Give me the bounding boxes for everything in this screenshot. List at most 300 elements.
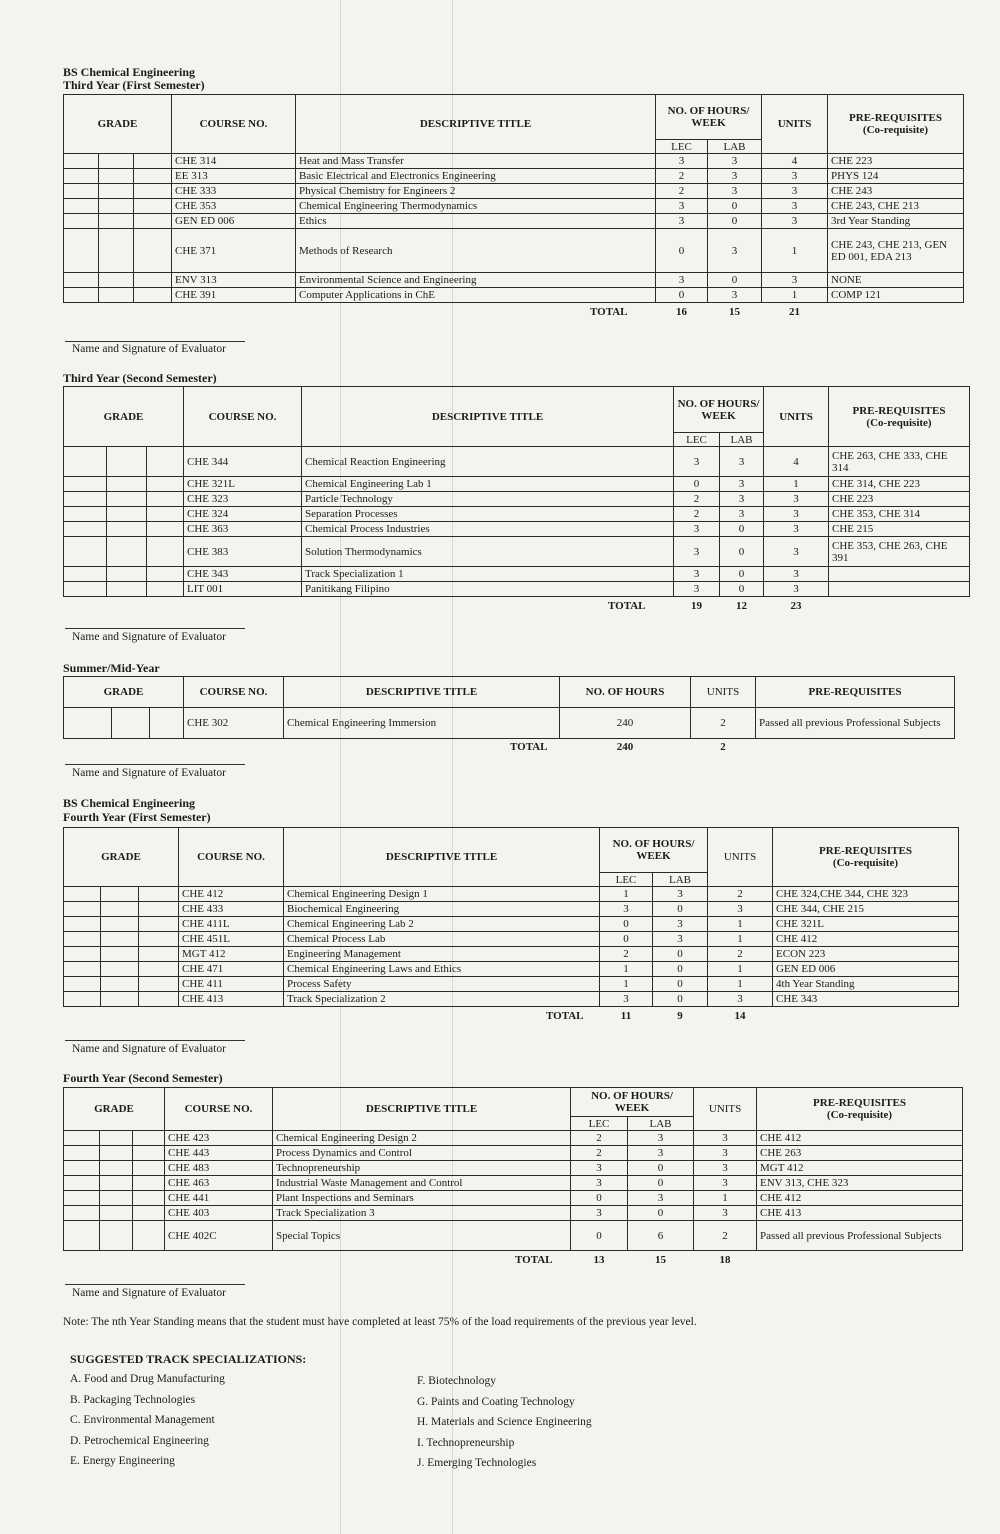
course-units: 3 (764, 582, 829, 597)
course-units: 2 (691, 708, 756, 739)
course-code: CHE 371 (172, 229, 296, 273)
evaluator-signature-label: Name and Signature of Evaluator (72, 1287, 226, 1299)
course-lab: 0 (708, 199, 762, 214)
grade-cell[interactable] (64, 992, 101, 1007)
course-title: Methods of Research (296, 229, 656, 273)
course-code: CHE 451L (179, 932, 284, 947)
grade-cell[interactable] (134, 184, 172, 199)
course-code: CHE 433 (179, 902, 284, 917)
lec-header: LEC (674, 433, 720, 447)
course-title: Chemical Engineering Lab 1 (302, 477, 674, 492)
grade-cell[interactable] (139, 902, 179, 917)
evaluator-signature-label: Name and Signature of Evaluator (72, 767, 226, 779)
course-title: Industrial Waste Management and Control (273, 1176, 571, 1191)
grade-cell[interactable] (134, 229, 172, 273)
standing-note: Note: The nth Year Standing means that the student must have completed at least 75% of the load requirements of the previous year level. (63, 1316, 697, 1328)
units-header: UNITS (708, 828, 773, 887)
course-no-header: COURSE NO. (165, 1088, 273, 1131)
grade-cell[interactable] (133, 1176, 165, 1191)
grade-cell[interactable] (64, 507, 107, 522)
grade-cell[interactable] (134, 199, 172, 214)
course-title: Technopreneurship (273, 1161, 571, 1176)
course-title: Ethics (296, 214, 656, 229)
course-code: CHE 471 (179, 962, 284, 977)
grade-cell[interactable] (99, 288, 134, 303)
grade-cell[interactable] (99, 154, 134, 169)
course-row (64, 273, 964, 288)
course-prereq: COMP 121 (828, 288, 964, 303)
prereq-header: PRE-REQUISITES (756, 677, 955, 708)
course-title: Chemical Engineering Design 2 (273, 1131, 571, 1146)
course-row (64, 1176, 963, 1191)
tracks-list-left (70, 1369, 225, 1472)
grade-cell[interactable] (139, 977, 179, 992)
course-prereq: CHE 343 (773, 992, 959, 1007)
course-no-header: COURSE NO. (184, 387, 302, 447)
course-row (64, 992, 959, 1007)
section-heading: Fourth Year (First Semester) (63, 810, 211, 824)
total-lec: 11 (620, 1009, 632, 1022)
grade-cell[interactable] (100, 1206, 133, 1221)
course-code: CHE 333 (172, 184, 296, 199)
course-row (64, 169, 964, 184)
grade-cell[interactable] (107, 492, 147, 507)
grade-cell[interactable] (64, 288, 99, 303)
course-lec: 0 (600, 932, 653, 947)
grade-cell[interactable] (107, 507, 147, 522)
grade-cell[interactable] (101, 992, 139, 1007)
grade-cell[interactable] (147, 522, 184, 537)
grade-cell[interactable] (147, 507, 184, 522)
grade-cell[interactable] (133, 1221, 165, 1251)
grade-cell[interactable] (64, 273, 99, 288)
course-units: 1 (764, 477, 829, 492)
grade-cell[interactable] (147, 582, 184, 597)
course-prereq: CHE 314, CHE 223 (829, 477, 970, 492)
grade-cell[interactable] (64, 932, 101, 947)
grade-header: GRADE (64, 387, 184, 447)
course-title: Particle Technology (302, 492, 674, 507)
grade-cell[interactable] (134, 273, 172, 288)
grade-cell[interactable] (139, 932, 179, 947)
course-prereq: CHE 215 (829, 522, 970, 537)
grade-cell[interactable] (112, 708, 150, 739)
grade-cell[interactable] (64, 477, 107, 492)
grade-cell[interactable] (147, 447, 184, 477)
course-lec: 3 (571, 1161, 628, 1176)
course-prereq: CHE 243, CHE 213, GEN ED 001, EDA 213 (828, 229, 964, 273)
section-heading: Third Year (First Semester) (63, 78, 205, 92)
grade-cell[interactable] (134, 169, 172, 184)
course-code: CHE 314 (172, 154, 296, 169)
title-header: DESCRIPTIVE TITLE (284, 828, 600, 887)
course-table (63, 1087, 963, 1269)
course-lab: 6 (628, 1221, 694, 1251)
grade-cell[interactable] (99, 214, 134, 229)
course-units: 3 (694, 1206, 757, 1221)
grade-cell[interactable] (107, 537, 147, 567)
grade-cell[interactable] (139, 962, 179, 977)
grade-cell[interactable] (64, 567, 107, 582)
total-label: TOTAL (546, 1009, 584, 1022)
total-lec: 16 (676, 305, 687, 318)
units-header: UNITS (694, 1088, 757, 1131)
grade-cell[interactable] (64, 169, 99, 184)
course-title: Track Specialization 2 (284, 992, 600, 1007)
course-units: 3 (708, 902, 773, 917)
course-units: 3 (694, 1161, 757, 1176)
total-label: TOTAL (590, 305, 628, 318)
course-prereq: CHE 353, CHE 263, CHE 391 (829, 537, 970, 567)
grade-cell[interactable] (64, 492, 107, 507)
grade-cell[interactable] (147, 567, 184, 582)
course-lec: 0 (656, 288, 708, 303)
course-units: 1 (694, 1191, 757, 1206)
course-units: 3 (762, 169, 828, 184)
grade-cell[interactable] (64, 977, 101, 992)
course-title: Environmental Science and Engineering (296, 273, 656, 288)
grade-cell[interactable] (134, 288, 172, 303)
course-units: 3 (764, 492, 829, 507)
course-code: CHE 411 (179, 977, 284, 992)
track-item: J. Emerging Technologies (417, 1457, 537, 1469)
course-lab: 3 (708, 154, 762, 169)
tracks-heading: SUGGESTED TRACK SPECIALIZATIONS: (70, 1352, 307, 1366)
course-lec: 1 (600, 962, 653, 977)
course-row (64, 492, 970, 507)
course-units: 2 (708, 947, 773, 962)
course-prereq: CHE 344, CHE 215 (773, 902, 959, 917)
course-title: Chemical Process Lab (284, 932, 600, 947)
grade-cell[interactable] (99, 273, 134, 288)
grade-cell[interactable] (64, 522, 107, 537)
grade-cell[interactable] (100, 1131, 133, 1146)
track-item: H. Materials and Science Engineering (417, 1416, 592, 1428)
grade-cell[interactable] (99, 199, 134, 214)
lec-header: LEC (600, 873, 653, 887)
course-prereq: ENV 313, CHE 323 (757, 1176, 963, 1191)
course-code: CHE 321L (184, 477, 302, 492)
grade-cell[interactable] (64, 154, 99, 169)
course-lab: 3 (708, 184, 762, 199)
grade-cell[interactable] (64, 902, 101, 917)
grade-cell[interactable] (101, 962, 139, 977)
course-row (64, 154, 964, 169)
no-of-hours-header: NO. OF HOURS (560, 677, 691, 708)
evaluator-signature-label: Name and Signature of Evaluator (72, 343, 226, 355)
course-row (64, 1146, 963, 1161)
course-row (64, 288, 964, 303)
course-lec: 3 (656, 273, 708, 288)
track-item: E. Energy Engineering (70, 1455, 175, 1467)
total-lec: 13 (593, 1253, 605, 1266)
course-prereq: MGT 412 (757, 1161, 963, 1176)
course-code: CHE 323 (184, 492, 302, 507)
course-code: CHE 441 (165, 1191, 273, 1206)
title-header: DESCRIPTIVE TITLE (296, 95, 656, 154)
course-units: 2 (708, 887, 773, 902)
course-units: 3 (764, 522, 829, 537)
course-lec: 0 (674, 477, 720, 492)
course-lab: 3 (708, 169, 762, 184)
grade-header: GRADE (64, 828, 179, 887)
course-code: CHE 344 (184, 447, 302, 477)
grade-cell[interactable] (64, 1146, 100, 1161)
total-lab: 15 (655, 1253, 666, 1266)
course-lab: 3 (628, 1146, 694, 1161)
grade-cell[interactable] (101, 932, 139, 947)
course-prereq: CHE 223 (828, 154, 964, 169)
grade-cell[interactable] (64, 1191, 100, 1206)
course-row (64, 537, 970, 567)
course-row (64, 1191, 963, 1206)
grade-cell[interactable] (134, 214, 172, 229)
lec-header: LEC (571, 1117, 628, 1131)
title-header: DESCRIPTIVE TITLE (302, 387, 674, 447)
course-lab: 0 (653, 962, 708, 977)
evaluator-signature-label: Name and Signature of Evaluator (72, 631, 226, 643)
total-hours: 240 (616, 740, 634, 753)
course-lab: 3 (720, 447, 764, 477)
grade-cell[interactable] (147, 477, 184, 492)
course-code: CHE 413 (179, 992, 284, 1007)
grade-cell[interactable] (64, 1161, 100, 1176)
course-title: Chemical Engineering Lab 2 (284, 917, 600, 932)
course-title: Separation Processes (302, 507, 674, 522)
course-code: CHE 353 (172, 199, 296, 214)
course-no-header: COURSE NO. (184, 677, 284, 708)
course-row (64, 582, 970, 597)
course-row (64, 708, 955, 739)
course-units: 3 (694, 1131, 757, 1146)
grade-cell[interactable] (100, 1146, 133, 1161)
grade-cell[interactable] (64, 537, 107, 567)
grade-cell[interactable] (139, 887, 179, 902)
hours-header: NO. OF HOURS/ WEEK (571, 1088, 694, 1117)
grade-cell[interactable] (64, 1206, 100, 1221)
total-lec: 19 (691, 599, 702, 612)
grade-cell[interactable] (139, 917, 179, 932)
grade-cell[interactable] (64, 962, 101, 977)
course-row (64, 507, 970, 522)
course-lec: 3 (656, 214, 708, 229)
course-lab: 0 (653, 977, 708, 992)
evaluator-signature-label: Name and Signature of Evaluator (72, 1043, 226, 1055)
course-prereq: CHE 412 (773, 932, 959, 947)
grade-cell[interactable] (99, 184, 134, 199)
grade-cell[interactable] (133, 1131, 165, 1146)
course-hours: 240 (560, 708, 691, 739)
course-prereq: ECON 223 (773, 947, 959, 962)
course-prereq: CHE 321L (773, 917, 959, 932)
course-row (64, 229, 964, 273)
grade-cell[interactable] (107, 447, 147, 477)
course-lec: 3 (656, 154, 708, 169)
course-lec: 2 (600, 947, 653, 962)
course-row (64, 932, 959, 947)
course-row (64, 902, 959, 917)
course-lec: 3 (600, 992, 653, 1007)
course-prereq: NONE (828, 273, 964, 288)
course-title: Physical Chemistry for Engineers 2 (296, 184, 656, 199)
course-row (64, 887, 959, 902)
course-lab: 0 (628, 1176, 694, 1191)
grade-cell[interactable] (64, 1176, 100, 1191)
grade-cell[interactable] (101, 917, 139, 932)
course-code: CHE 423 (165, 1131, 273, 1146)
course-lab: 3 (653, 887, 708, 902)
grade-cell[interactable] (64, 199, 99, 214)
grade-cell[interactable] (64, 582, 107, 597)
course-lec: 2 (674, 507, 720, 522)
track-item: B. Packaging Technologies (70, 1393, 196, 1406)
course-units: 4 (762, 154, 828, 169)
grade-cell[interactable] (100, 1191, 133, 1206)
title-header: DESCRIPTIVE TITLE (284, 677, 560, 708)
course-lab: 0 (628, 1161, 694, 1176)
course-lec: 0 (571, 1221, 628, 1251)
course-row (64, 184, 964, 199)
course-units: 1 (762, 229, 828, 273)
course-code: CHE 411L (179, 917, 284, 932)
course-lec: 3 (674, 567, 720, 582)
course-row (64, 477, 970, 492)
grade-cell[interactable] (101, 977, 139, 992)
track-item: F. Biotechnology (417, 1375, 496, 1387)
grade-cell[interactable] (101, 947, 139, 962)
course-lab: 3 (708, 288, 762, 303)
track-item: G. Paints and Coating Technology (417, 1395, 575, 1408)
program-title: BS Chemical Engineering (63, 796, 196, 810)
grade-cell[interactable] (64, 947, 101, 962)
course-lab: 3 (708, 229, 762, 273)
grade-cell[interactable] (101, 902, 139, 917)
grade-cell[interactable] (150, 708, 184, 739)
course-row (64, 447, 970, 477)
course-units: 1 (708, 977, 773, 992)
grade-cell[interactable] (107, 477, 147, 492)
course-row (64, 947, 959, 962)
grade-cell[interactable] (139, 992, 179, 1007)
course-units: 2 (694, 1221, 757, 1251)
grade-cell[interactable] (133, 1146, 165, 1161)
grade-cell[interactable] (64, 214, 99, 229)
grade-cell[interactable] (139, 947, 179, 962)
course-lec: 3 (674, 447, 720, 477)
course-no-header: COURSE NO. (179, 828, 284, 887)
grade-cell[interactable] (100, 1161, 133, 1176)
track-item: A. Food and Drug Manufacturing (70, 1373, 225, 1385)
course-units: 1 (708, 962, 773, 977)
course-lec: 3 (674, 522, 720, 537)
grade-cell[interactable] (64, 1221, 100, 1251)
course-prereq: CHE 223 (829, 492, 970, 507)
course-code: CHE 463 (165, 1176, 273, 1191)
course-table (63, 94, 964, 321)
course-lab: 0 (720, 522, 764, 537)
course-lab: 3 (653, 917, 708, 932)
units-header: UNITS (764, 387, 829, 447)
course-units: 3 (764, 567, 829, 582)
grade-cell[interactable] (101, 887, 139, 902)
course-title: Track Specialization 3 (273, 1206, 571, 1221)
course-units: 3 (694, 1146, 757, 1161)
units-header: UNITS (691, 677, 756, 708)
course-lec: 0 (656, 229, 708, 273)
course-lec: 0 (571, 1191, 628, 1206)
course-units: 1 (762, 288, 828, 303)
grade-cell[interactable] (107, 522, 147, 537)
prereq-header: PRE-REQUISITES (Co-requisite) (773, 828, 959, 887)
grade-cell[interactable] (64, 229, 99, 273)
course-code: CHE 383 (184, 537, 302, 567)
grade-cell[interactable] (100, 1221, 133, 1251)
grade-cell[interactable] (107, 582, 147, 597)
grade-cell[interactable] (64, 708, 112, 739)
course-lab: 3 (720, 477, 764, 492)
lab-header: LAB (720, 433, 764, 447)
grade-cell[interactable] (99, 169, 134, 184)
grade-cell[interactable] (134, 154, 172, 169)
course-no-header: COURSE NO. (172, 95, 296, 154)
grade-cell[interactable] (147, 537, 184, 567)
grade-cell[interactable] (133, 1161, 165, 1176)
course-prereq: CHE 353, CHE 314 (829, 507, 970, 522)
course-title: Engineering Management (284, 947, 600, 962)
course-lab: 0 (720, 582, 764, 597)
grade-cell[interactable] (64, 917, 101, 932)
grade-cell[interactable] (100, 1176, 133, 1191)
total-lab: 15 (729, 305, 740, 318)
grade-cell[interactable] (133, 1206, 165, 1221)
grade-cell[interactable] (133, 1191, 165, 1206)
course-lec: 2 (674, 492, 720, 507)
course-lec: 1 (600, 977, 653, 992)
course-lec: 2 (656, 169, 708, 184)
course-title: Chemical Process Industries (302, 522, 674, 537)
total-units: 18 (719, 1253, 731, 1266)
course-row (64, 214, 964, 229)
course-prereq: CHE 263 (757, 1146, 963, 1161)
grade-cell[interactable] (64, 887, 101, 902)
program-title: BS Chemical Engineering (63, 65, 196, 79)
grade-header: GRADE (64, 677, 184, 708)
course-lab: 3 (628, 1131, 694, 1146)
course-row (64, 1161, 963, 1176)
total-label: TOTAL (608, 599, 646, 612)
grade-cell[interactable] (99, 229, 134, 273)
course-code: MGT 412 (179, 947, 284, 962)
course-lab: 3 (653, 932, 708, 947)
grade-cell[interactable] (64, 1131, 100, 1146)
course-title: Process Safety (284, 977, 600, 992)
course-row (64, 567, 970, 582)
grade-cell[interactable] (147, 492, 184, 507)
total-units: 21 (789, 305, 801, 318)
grade-cell[interactable] (107, 567, 147, 582)
grade-cell[interactable] (64, 184, 99, 199)
course-code: CHE 403 (165, 1206, 273, 1221)
course-title: Computer Applications in ChE (296, 288, 656, 303)
course-title: Panitikang Filipino (302, 582, 674, 597)
course-prereq (829, 582, 970, 597)
prereq-header: PRE-REQUISITES (Co-requisite) (757, 1088, 963, 1131)
course-code: CHE 324 (184, 507, 302, 522)
course-title: Special Topics (273, 1221, 571, 1251)
course-prereq: PHYS 124 (828, 169, 964, 184)
course-prereq: CHE 324,CHE 344, CHE 323 (773, 887, 959, 902)
grade-cell[interactable] (64, 447, 107, 477)
